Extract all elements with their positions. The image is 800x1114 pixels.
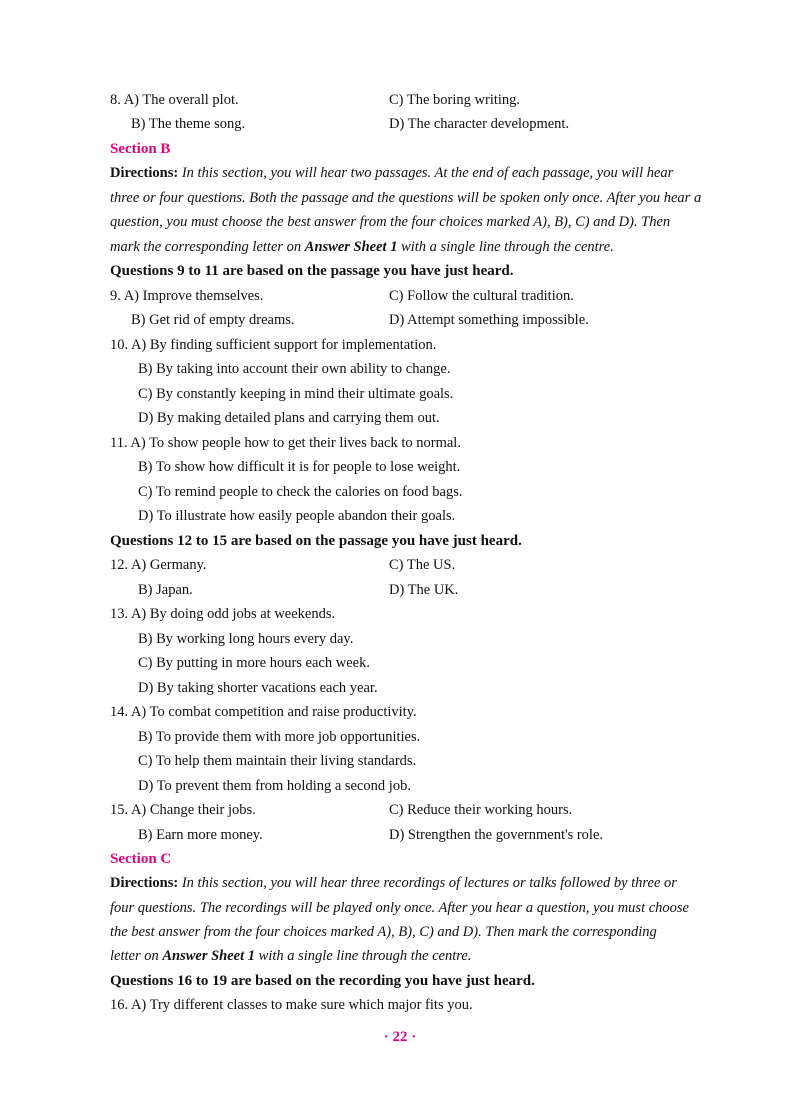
option-text: A) Germany. [130,557,207,573]
question-9-option-d: D) Attempt something impossible. [389,312,589,328]
question-9-option-a [110,286,263,306]
question-number: 11. [110,435,128,451]
section-b-directions-line-2: three or four questions. Both the passage and the questions will be spoken only once. After you hear a [110,190,702,206]
option-text: A) By doing odd jobs at weekends. [130,606,336,622]
option-text: A) Improve themselves. [123,288,264,304]
answer-sheet-reference: Answer Sheet 1 [162,948,256,964]
directions-label: Directions [110,165,174,181]
question-11-option-a [110,433,461,453]
question-12-option-a [110,555,207,575]
section-c-directions-line-4 [110,946,471,966]
question-group-heading-9-11: Questions 9 to 11 are based on the passage you have just heard. [110,263,514,279]
section-c-directions-line-1 [110,873,677,893]
question-number: 8. [110,92,121,108]
question-14-option-b: B) To provide them with more job opportunities. [138,729,421,745]
option-text: A) To combat competition and raise productivity. [130,704,417,720]
answer-sheet-reference: Answer Sheet 1 [304,239,398,255]
option-text: A) By finding sufficient support for implementation. [130,337,437,353]
question-11-option-c: C) To remind people to check the calories on food bags. [138,484,463,500]
directions-text: with a single line through the centre. [401,239,614,255]
question-12-option-d: D) The UK. [389,582,459,598]
option-text: A) The overall plot. [123,92,239,108]
question-14-option-a [110,702,417,722]
question-13-option-a [110,604,335,624]
question-10-option-a [110,335,436,355]
question-13-option-c: C) By putting in more hours each week. [138,655,370,671]
section-b-directions-line-4 [110,237,614,257]
question-group-heading-12-15: Questions 12 to 15 are based on the passage you have just heard. [110,533,522,549]
section-b-directions-line-1 [110,163,673,183]
question-13-option-d: D) By taking shorter vacations each year. [138,680,378,696]
question-number: 16. [110,997,129,1013]
question-group-heading-16-19: Questions 16 to 19 are based on the recording you have just heard. [110,973,535,989]
question-8-option-a [110,90,239,110]
directions-text: In this section, you will hear three recordings of lectures or talks followed by three or [181,875,677,891]
option-text: A) Change their jobs. [130,802,256,818]
question-10-option-d: D) By making detailed plans and carrying them out. [138,410,440,426]
question-15-option-b: B) Earn more money. [138,827,263,843]
question-8-option-c: C) The boring writing. [389,92,521,108]
question-14-option-c: C) To help them maintain their living standards. [138,753,417,769]
question-number: 9. [110,288,121,304]
section-c-directions-line-3: the best answer from the four choices marked A), B), C) and D). Then mark the corresponding [110,924,657,940]
directions-colon: : [173,165,179,181]
question-12-option-c: C) The US. [389,557,456,573]
question-8-option-d: D) The character development. [389,116,570,132]
directions-text: In this section, you will hear two passages. At the end of each passage, you will hear [181,165,674,181]
question-10-option-c: C) By constantly keeping in mind their ultimate goals. [138,386,454,402]
question-15-option-c: C) Reduce their working hours. [389,802,573,818]
question-number: 13. [110,606,129,622]
question-13-option-b: B) By working long hours every day. [138,631,354,647]
directions-text: with a single line through the centre. [258,948,472,964]
option-text: A) To show people how to get their lives back to normal. [130,435,461,451]
question-number: 12. [110,557,129,573]
question-11-option-d: D) To illustrate how easily people abandon their goals. [138,508,456,524]
question-14-option-d: D) To prevent them from holding a second job. [138,778,411,794]
question-10-option-b: B) By taking into account their own ability to change. [138,361,451,377]
question-15-option-d: D) Strengthen the government's role. [389,827,604,843]
question-number: 10. [110,337,129,353]
question-9-option-b: B) Get rid of empty dreams. [131,312,295,328]
question-12-option-b: B) Japan. [138,582,193,598]
question-15-option-a [110,800,256,820]
directions-label: Directions [110,875,174,891]
question-number: 14. [110,704,129,720]
section-c-title: Section C [110,851,172,867]
option-text: A) Try different classes to make sure which major fits you. [130,997,473,1013]
directions-text: letter on [110,948,159,964]
directions-colon: : [173,875,179,891]
question-11-option-b: B) To show how difficult it is for people to lose weight. [138,459,461,475]
directions-text: mark the corresponding letter on [110,239,302,255]
question-9-option-c: C) Follow the cultural tradition. [389,288,574,304]
question-number: 15. [110,802,129,818]
question-8-option-b: B) The theme song. [131,116,246,132]
section-c-directions-line-2: four questions. The recordings will be played only once. After you hear a question, you must choose [110,900,689,916]
section-b-title: Section B [110,141,171,157]
question-16-option-a [110,995,473,1015]
section-b-directions-line-3: question, you must choose the best answer from the four choices marked A), B), C) and D). Then [110,214,671,230]
page-number: · 22 · [383,1029,417,1045]
